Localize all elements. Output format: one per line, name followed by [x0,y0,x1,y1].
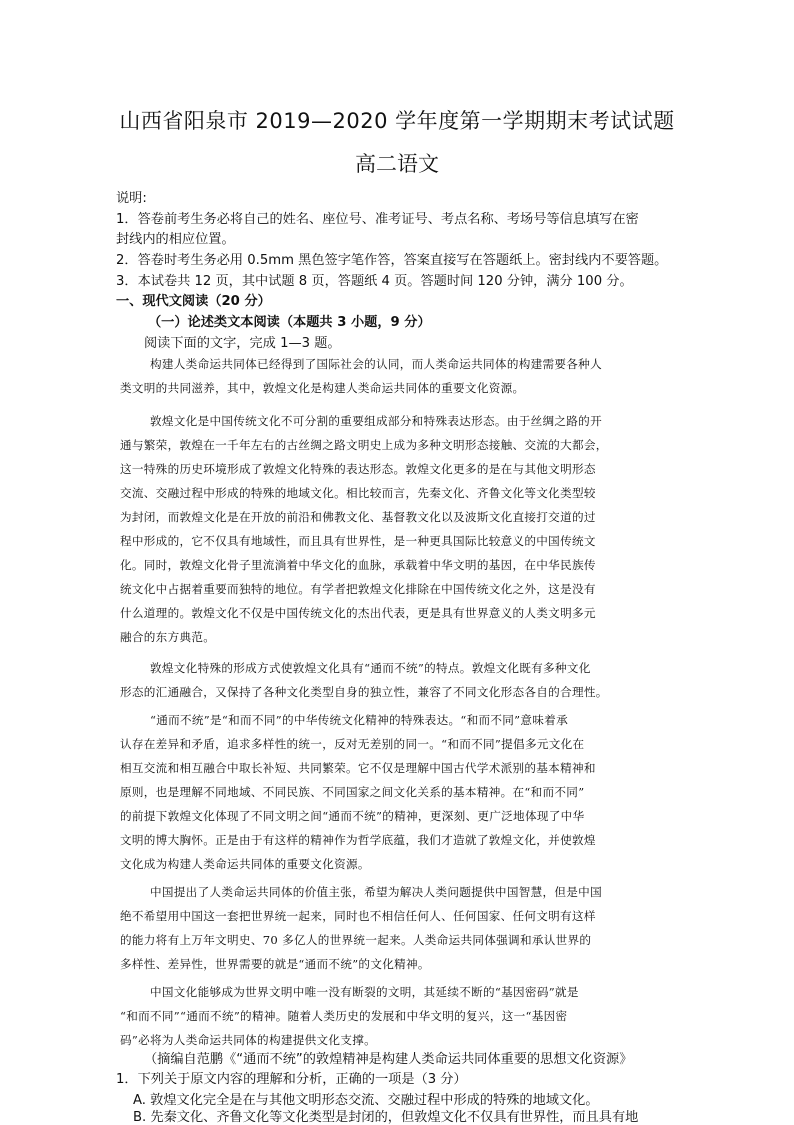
passage-line: 为封闭，而敦煌文化是在开放的前沿和佛教文化、基督教文化以及波斯文化直接打交道的过 [120,510,596,524]
passage-line: 敦煌文化特殊的形成方式使敦煌文化具有“通而不统”的特点。敦煌文化既有多种文化 [150,661,591,675]
passage-line: “通而不统”是“和而不同”的中华传统文化精神的特殊表达。“和而不同”意味着承 [150,713,568,727]
exam-subject: 高二语文 [355,152,439,176]
passage-line: 码”必将为人类命运共同体的构建提供文化支撑。 [120,1033,376,1047]
instruction-1b: 封线内的相应位置。 [116,232,235,247]
passage-line: 文化成为构建人类命运共同体的重要文化资源。 [120,857,370,871]
exam-title: 山西省阳泉市 2019—2020 学年度第一学期期末考试试题 [119,109,675,133]
instruction-1a: 1．答卷前考生务必将自己的姓名、座位号、准考证号、考点名称、考场号等信息填写在密 [116,212,639,227]
passage-line: 统文化中占据着重要而独特的地位。有学者把敦煌文化排除在中国传统文化之外，这是没有 [120,582,596,596]
passage-line: 的能力将有上万年文明史、70 多亿人的世界统一起来。人类命运共同体强调和承认世界的 [120,933,592,947]
instructions-heading: 说明: [116,191,147,206]
question-1-stem: 1．下列关于原文内容的理解和分析，正确的一项是（3 分） [116,1072,467,1087]
passage-line: 认存在差异和矛盾，追求多样性的统一，反对无差别的同一。“和而不同”提倡多元文化在 [120,737,585,751]
passage-line: 形态的汇通融合，又保持了各种文化类型自身的独立性，兼容了不同文化形态各自的合理性。 [120,685,608,699]
subsection-heading: （一）论述类文本阅读（本题共 3 小题，9 分） [148,315,431,330]
instruction-2: 2．答卷时考生务必用 0.5mm 黑色签字笔作答，答案直接写在答题纸上。密封线内不要答题。 [116,253,668,268]
passage-line: 什么道理的。敦煌文化不仅是中国传统文化的杰出代表，更是具有世界意义的人类文明多元 [120,606,596,620]
passage-line: 中国提出了人类命运共同体的价值主张，希望为解决人类问题提供中国智慧，但是中国 [150,885,602,899]
question-1-option-b: B. 先秦文化、齐鲁文化等文化类型是封闭的，但敦煌文化不仅具有世界性，而且具有地 [133,1110,639,1125]
passage-line: 绝不希望用中国这一套把世界统一起来，同时也不相信任何人、任何国家、任何文明有这样 [120,909,596,923]
passage-line: 中国文化能够成为世界文明中唯一没有断裂的文明，其延续不断的“基因密码”就是 [150,985,579,999]
passage-line: 这一特殊的历史环境形成了敦煌文化特殊的表达形态。敦煌文化更多的是在与其他文明形态 [120,462,596,476]
question-1-option-a: A. 敦煌文化完全是在与其他文明形态交流、交融过程中形成的特殊的地域文化。 [133,1093,599,1108]
passage-source: （摘编自范鹏《“通而不统”的敦煌精神是构建人类命运共同体重要的思想文化资源》 [144,1052,633,1067]
passage-line: 原则，也是理解不同地域、不同民族、不同国家之间文化关系的基本精神。在“和而不同” [120,785,585,799]
passage-line: 交流、交融过程中形成的特殊的地域文化。相比较而言，先秦文化、齐鲁文化等文化类型较 [120,486,596,500]
passage-line: “和而不同”“通而不统”的精神。随着人类历史的发展和中华文明的复兴，这一“基因密 [120,1009,568,1023]
passage-line: 融合的东方典范。 [120,630,216,644]
passage-line: 的前提下敦煌文化体现了不同文明之间“通而不统”的精神，更深刻、更广泛地体现了中华 [120,809,585,823]
passage-line: 类文明的共同滋养，其中，敦煌文化是构建人类命运共同体的重要文化资源。 [120,381,525,395]
section-heading: 一、现代文阅读（20 分） [116,294,271,309]
passage-line: 敦煌文化是中国传统文化不可分割的重要组成部分和特殊表达形态。由于丝绸之路的开 [150,414,602,428]
passage-line: 相互交流和相互融合中取长补短、共同繁荣。它不仅是理解中国古代学术派别的基本精神和 [120,761,596,775]
passage-line: 构建人类命运共同体已经得到了国际社会的认同，而人类命运共同体的构建需要各种人 [150,357,602,371]
reading-direction: 阅读下面的文字，完成 1—3 题。 [144,336,341,351]
passage-line: 程中形成的，它不仅具有地域性，而且具有世界性，是一种更具国际比较意义的中国传统文 [120,534,596,548]
instruction-3: 3．本试卷共 12 页，其中试题 8 页，答题纸 4 页。答题时间 120 分钟，满分 100 分。 [116,274,633,289]
passage-line: 多样性、差异性，世界需要的就是“通而不统”的文化精神。 [120,957,430,971]
passage-line: 文明的博大胸怀。正是由于有这样的精神作为哲学底蕴，我们才造就了敦煌文化，并使敦煌 [120,833,596,847]
passage-line: 化。同时，敦煌文化骨子里流淌着中华文化的血脉，承载着中华文明的基因，在中华民族传 [120,558,596,572]
passage-line: 通与繁荣，敦煌在一千年左右的古丝绸之路文明史上成为多种文明形态接触、交流的大都会， [120,438,608,452]
